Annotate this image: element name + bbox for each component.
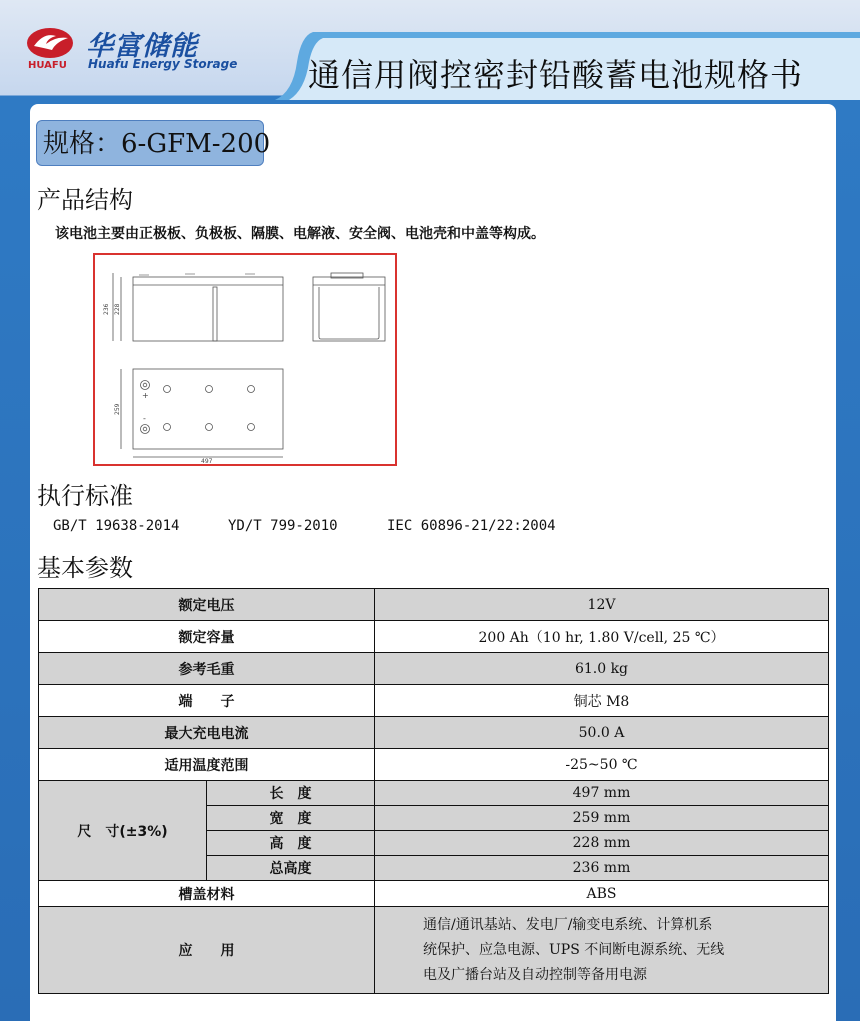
header bbox=[0, 0, 860, 100]
standard-3: IEC 60896-21/22:2004 bbox=[387, 518, 556, 534]
table-row bbox=[39, 907, 829, 994]
minus-mark: - bbox=[143, 414, 146, 423]
plus-mark: + bbox=[142, 391, 149, 400]
terminal-positive bbox=[141, 381, 150, 390]
dimension-label: 宽 度 bbox=[207, 806, 375, 831]
param-value: 50.0 A bbox=[375, 717, 829, 749]
param-label: 额定容量 bbox=[39, 621, 375, 653]
standard-1: GB/T 19638-2014 bbox=[53, 518, 180, 534]
param-label: 最大充电电流 bbox=[39, 717, 375, 749]
param-label: 槽盖材料 bbox=[39, 881, 375, 907]
dimensions-label: 尺 寸(±3%) bbox=[39, 781, 207, 881]
spec-label: 规格： bbox=[43, 129, 122, 159]
logo bbox=[26, 24, 246, 76]
dim-height: 228 bbox=[114, 303, 121, 315]
table-row bbox=[39, 621, 829, 653]
dimension-label: 总高度 bbox=[207, 856, 375, 881]
table-row bbox=[39, 685, 829, 717]
terminal-negative bbox=[141, 425, 150, 434]
table-row bbox=[39, 717, 829, 749]
dim-total-height: 236 bbox=[103, 303, 110, 315]
section-title-params: 基本参数 bbox=[37, 554, 133, 582]
structure-description: 该电池主要由正极板、负极板、隔膜、电解液、安全阀、电池壳和中盖等构成。 bbox=[55, 226, 545, 242]
param-label: 应 用 bbox=[39, 907, 375, 994]
standard-2: YD/T 799-2010 bbox=[228, 518, 338, 534]
param-value: 铜芯 M8 bbox=[375, 685, 829, 717]
side-view-body bbox=[313, 277, 385, 341]
table-row bbox=[39, 781, 829, 806]
section-title-structure: 产品结构 bbox=[37, 186, 133, 214]
dim-width: 259 bbox=[114, 403, 121, 415]
brand-abbr: HUAFU bbox=[28, 60, 67, 71]
table-row bbox=[39, 653, 829, 685]
front-view-divider bbox=[213, 287, 217, 341]
param-label: 端 子 bbox=[39, 685, 375, 717]
spec-model-box bbox=[36, 120, 271, 166]
document-title: 通信用阀控密封铅酸蓄电池规格书 bbox=[308, 56, 804, 94]
battery-drawing-svg bbox=[95, 255, 395, 464]
param-label: 额定电压 bbox=[39, 589, 375, 621]
param-value: -25~50 ℃ bbox=[375, 749, 829, 781]
param-value: 12V bbox=[375, 589, 829, 621]
application-line: 通信/通讯基站、发电厂/输变电系统、计算机系 bbox=[423, 916, 713, 933]
application-line: 电及广播台站及自动控制等备用电源 bbox=[423, 966, 647, 983]
application-line: 统保护、应急电源、UPS 不间断电源系统、无线 bbox=[423, 941, 725, 958]
logo-mark-icon bbox=[26, 26, 78, 60]
brand-name-cn: 华富储能 bbox=[86, 31, 198, 62]
dimension-value: 236 mm bbox=[375, 856, 829, 881]
dimension-value: 497 mm bbox=[375, 781, 829, 806]
param-label: 适用温度范围 bbox=[39, 749, 375, 781]
params-table bbox=[38, 588, 829, 994]
brand-name-en: Huafu Energy Storage bbox=[88, 57, 238, 71]
dimension-label: 高 度 bbox=[207, 831, 375, 856]
front-view-body bbox=[133, 277, 283, 341]
dimension-value: 228 mm bbox=[375, 831, 829, 856]
dim-length: 497 bbox=[201, 458, 213, 464]
param-label: 参考毛重 bbox=[39, 653, 375, 685]
param-value: 61.0 kg bbox=[375, 653, 829, 685]
battery-drawing bbox=[93, 253, 397, 466]
param-value: 200 Ah（10 hr, 1.80 V/cell, 25 ℃） bbox=[375, 621, 829, 653]
table-row bbox=[39, 749, 829, 781]
spec-model: 6-GFM-200 bbox=[121, 129, 271, 159]
table-row bbox=[39, 881, 829, 907]
top-view-body bbox=[133, 369, 283, 449]
section-title-standards: 执行标准 bbox=[37, 482, 133, 510]
param-value: ABS bbox=[375, 881, 829, 907]
dimension-label: 长 度 bbox=[207, 781, 375, 806]
table-row bbox=[39, 589, 829, 621]
application-value bbox=[375, 907, 829, 994]
dimension-value: 259 mm bbox=[375, 806, 829, 831]
